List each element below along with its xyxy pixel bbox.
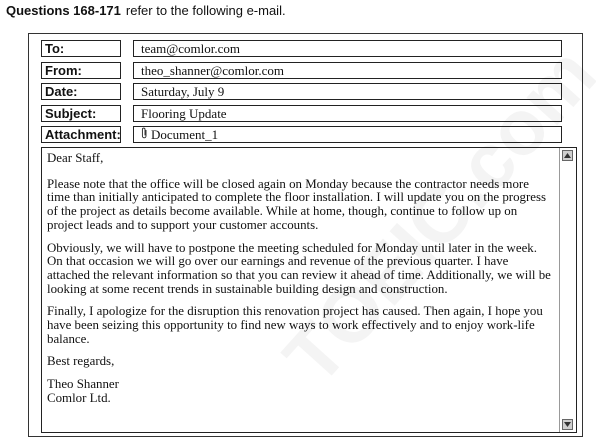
to-label: To: [41,40,121,57]
to-field: team@comlor.com [133,40,562,57]
message-body [41,147,577,433]
from-field: theo_shanner@comlor.com [133,62,562,79]
attachment-filename: Document_1 [151,127,219,142]
greeting: Dear Staff, [47,151,104,165]
scrollbar[interactable] [559,148,576,432]
signature-name: Theo Shanner [47,377,119,392]
closing: Best regards, [47,354,115,369]
attachment-field[interactable] [133,126,562,143]
paperclip-icon [141,127,149,143]
message-text [47,152,552,406]
question-header [6,3,286,18]
from-label: From: [41,62,121,79]
arrow-up-icon [563,151,572,160]
paragraph-1: Please note that the office will be closed again on Monday because the contractor needs more time than initially anticipated to complete the floor installation. I will update you on the progress of the project as details become available. While at home, though, continue to follow up on project leads and to support your customer accounts. [47,176,547,232]
paragraph-2: Obviously, we will have to postpone the meeting scheduled for Monday until later in the week. On that occasion we will go over our earnings and revenue of the previous quarter. I have attached the relevant information so that you can review it ahead of time. Additionally, we will be looking at some recent trends in sustainable building design and construction. [47,240,551,296]
scroll-up-button[interactable] [562,150,573,161]
question-instruction: refer to the following e-mail. [125,3,286,18]
arrow-down-icon [563,420,572,429]
email-frame [28,33,583,437]
subject-label: Subject: [41,105,121,122]
date-label: Date: [41,83,121,100]
question-range: Questions 168-171 [6,3,121,18]
subject-field: Flooring Update [133,105,562,122]
paragraph-3: Finally, I apologize for the disruption this renovation project has caused. Then again, I hope you have been seizing this opportunity to find new ways to work effectively and to enjoy work-life balance. [47,304,543,346]
signature-company: Comlor Ltd. [47,390,111,405]
date-field: Saturday, July 9 [133,83,562,100]
attachment-label: Attachment: [41,126,121,143]
scroll-down-button[interactable] [562,419,573,430]
